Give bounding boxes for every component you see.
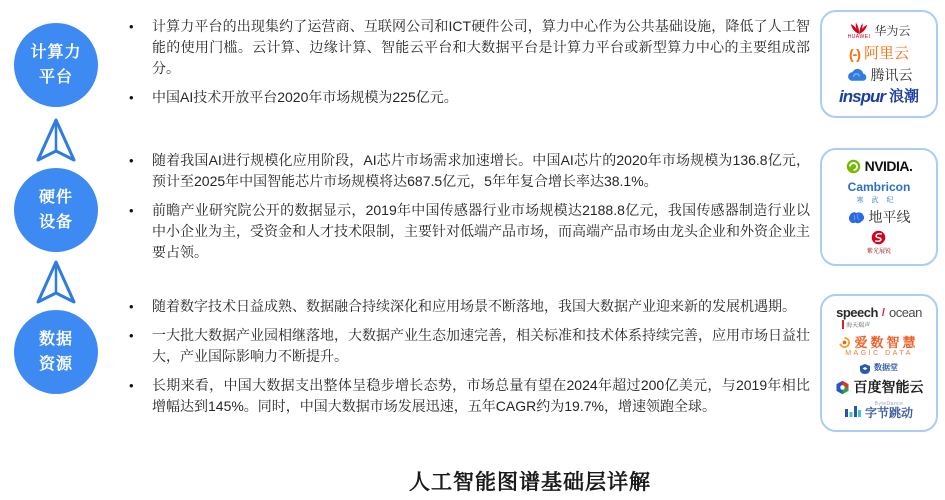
magic-data-cn-label: 爱数智慧 — [854, 334, 919, 350]
horizon-robotics-logo — [848, 210, 911, 225]
bullet-dot: • — [129, 299, 134, 314]
bullet-item — [126, 16, 810, 79]
layer-label-line: 硬件 — [38, 189, 73, 206]
huawei-cloud-logo — [848, 22, 911, 40]
speechocean-wordmark-b: ocean — [888, 305, 922, 321]
huawei-brand-text: HUAWEI — [847, 33, 871, 40]
layer-label-line: 设备 — [38, 214, 73, 231]
magic-data-wordmark: MAGIC DATA — [845, 350, 913, 358]
magic-data-logo — [839, 336, 918, 358]
baidu-ai-cloud-logo — [835, 380, 924, 395]
inspur-cn-label: 浪潮 — [888, 88, 919, 106]
up-arrow-icon — [33, 258, 79, 306]
datatang-label: 数据堂 — [874, 363, 898, 373]
huawei-cloud-label: 华为云 — [874, 23, 911, 38]
bullet-item — [126, 200, 810, 263]
logo-box-hardware-vendors — [820, 148, 938, 266]
layer-circle-hardware — [14, 168, 98, 252]
bullet-dot: • — [129, 328, 134, 343]
bytedance-cn-label: 字节跳动 — [864, 405, 913, 420]
bullet-text: 随着数字技术日益成熟、数据融合持续深化和应用场景不断落地，我国大数据产业迎来新的发展机遇期。 — [152, 298, 796, 314]
magic-data-swirl-icon — [839, 337, 850, 348]
brain-icon — [848, 211, 865, 224]
bullet-item — [126, 87, 810, 108]
bullet-text: 随着我国AI进行规模化应用阶段，AI芯片市场需求加速增长。中国AI芯片的2020年市场规模为136.8亿元，预计至2025年中国智能芯片市场规模将达687.5亿元，5年年复合增长率达38.1%。 — [152, 152, 810, 189]
bullet-text: 前瞻产业研究院公开的数据显示，2019年中国传感器行业市场规模达2188.8亿元，我国传感器制造行业以中小企业为主，受资金和人才技术限制，主要针对低端产品市场，而高端产品市场由龙头企业和外资企业主要占领。 — [152, 202, 810, 260]
bullet-item — [126, 375, 810, 417]
unisoc-logo — [867, 230, 891, 255]
text-block-compute-platform — [126, 16, 810, 116]
horizon-label: 地平线 — [868, 208, 911, 225]
cambricon-cn-label: 寒武纪 — [856, 196, 902, 204]
inspur-logo — [839, 88, 919, 106]
bullet-dot: • — [129, 203, 134, 218]
cambricon-logo — [848, 180, 911, 205]
layer-label-line: 计算力 — [30, 44, 82, 61]
bullet-text: 计算力平台的出现集约了运营商、互联网公司和ICT硬件公司，算力中心作为公共基础设施，降低了人工智能的使用门槛。云计算、边缘计算、智能云平台和大数据平台是计算力平台或新型算力中心的主要组成部分。 — [152, 18, 810, 76]
bullet-dot: • — [129, 90, 134, 105]
bullet-item — [126, 150, 810, 192]
bullet-item — [126, 325, 810, 367]
datatang-logo — [860, 364, 898, 374]
bullet-dot: • — [129, 19, 134, 34]
bytedance-logo — [845, 402, 913, 420]
speechocean-logo — [836, 306, 922, 329]
red-swirl-icon — [871, 230, 886, 245]
huawei-fan-icon — [848, 22, 871, 40]
bullet-text: 一大批大数据产业园相继落地，大数据产业生态加速完善，相关标准和技术体系持续完善，应用市场日益壮大，产业国际影响力不断提升。 — [152, 327, 810, 364]
layer-label-line: 平台 — [38, 69, 73, 86]
layer-circle-data-resource — [14, 310, 98, 394]
nvidia-wordmark: NVIDIA. — [864, 158, 913, 175]
bytedance-wordmark: ByteDance — [874, 400, 904, 407]
unisoc-label: 紫光展锐 — [866, 248, 891, 255]
nvidia-logo — [846, 159, 913, 174]
alibaba-bracket-icon: (-) — [848, 45, 860, 62]
tencent-cloud-logo — [846, 68, 913, 83]
text-block-data-resource — [126, 296, 810, 425]
logo-box-data-vendors — [820, 294, 938, 432]
shield-icon — [860, 364, 870, 374]
layer-label-line: 数据 — [38, 331, 73, 348]
baidu-ai-cloud-label: 百度智能云 — [853, 379, 924, 396]
page-title: 人工智能图谱基础层详解 — [409, 471, 651, 494]
up-arrow-icon — [33, 116, 79, 164]
speechocean-wordmark-a: speech — [836, 305, 878, 321]
tencent-cloud-label: 腾讯云 — [870, 66, 913, 83]
bullet-dot: • — [129, 153, 134, 168]
logo-box-compute-vendors — [820, 10, 938, 118]
alibaba-cloud-label: 阿里云 — [863, 45, 909, 63]
bar-chart-icon — [845, 404, 861, 417]
speechocean-cn-label: 海天瑞声 — [842, 320, 870, 329]
cloud-icon — [846, 68, 867, 82]
layer-label-line: 资源 — [38, 356, 73, 373]
nvidia-eye-icon — [846, 159, 861, 174]
baidu-pinwheel-icon — [835, 380, 850, 395]
bullet-text: 长期来看，中国大数据支出整体呈稳步增长态势，市场总量有望在2024年超过200亿美元，与2019年相比增幅达到145%。同时，中国大数据市场发展迅速，五年CAGR约为19.7%，增速领跑全球。 — [152, 377, 810, 414]
cambricon-wordmark: Cambricon — [847, 179, 911, 194]
alibaba-cloud-logo — [849, 46, 909, 62]
bullet-item — [126, 296, 810, 317]
layer-circle-compute-platform — [14, 23, 98, 107]
speechocean-accent-icon: / — [881, 306, 885, 319]
bullet-text: 中国AI技术开放平台2020年市场规模为225亿元。 — [152, 89, 458, 105]
inspur-wordmark: inspur — [839, 87, 885, 107]
text-block-hardware — [126, 150, 810, 271]
bullet-dot: • — [129, 378, 134, 393]
